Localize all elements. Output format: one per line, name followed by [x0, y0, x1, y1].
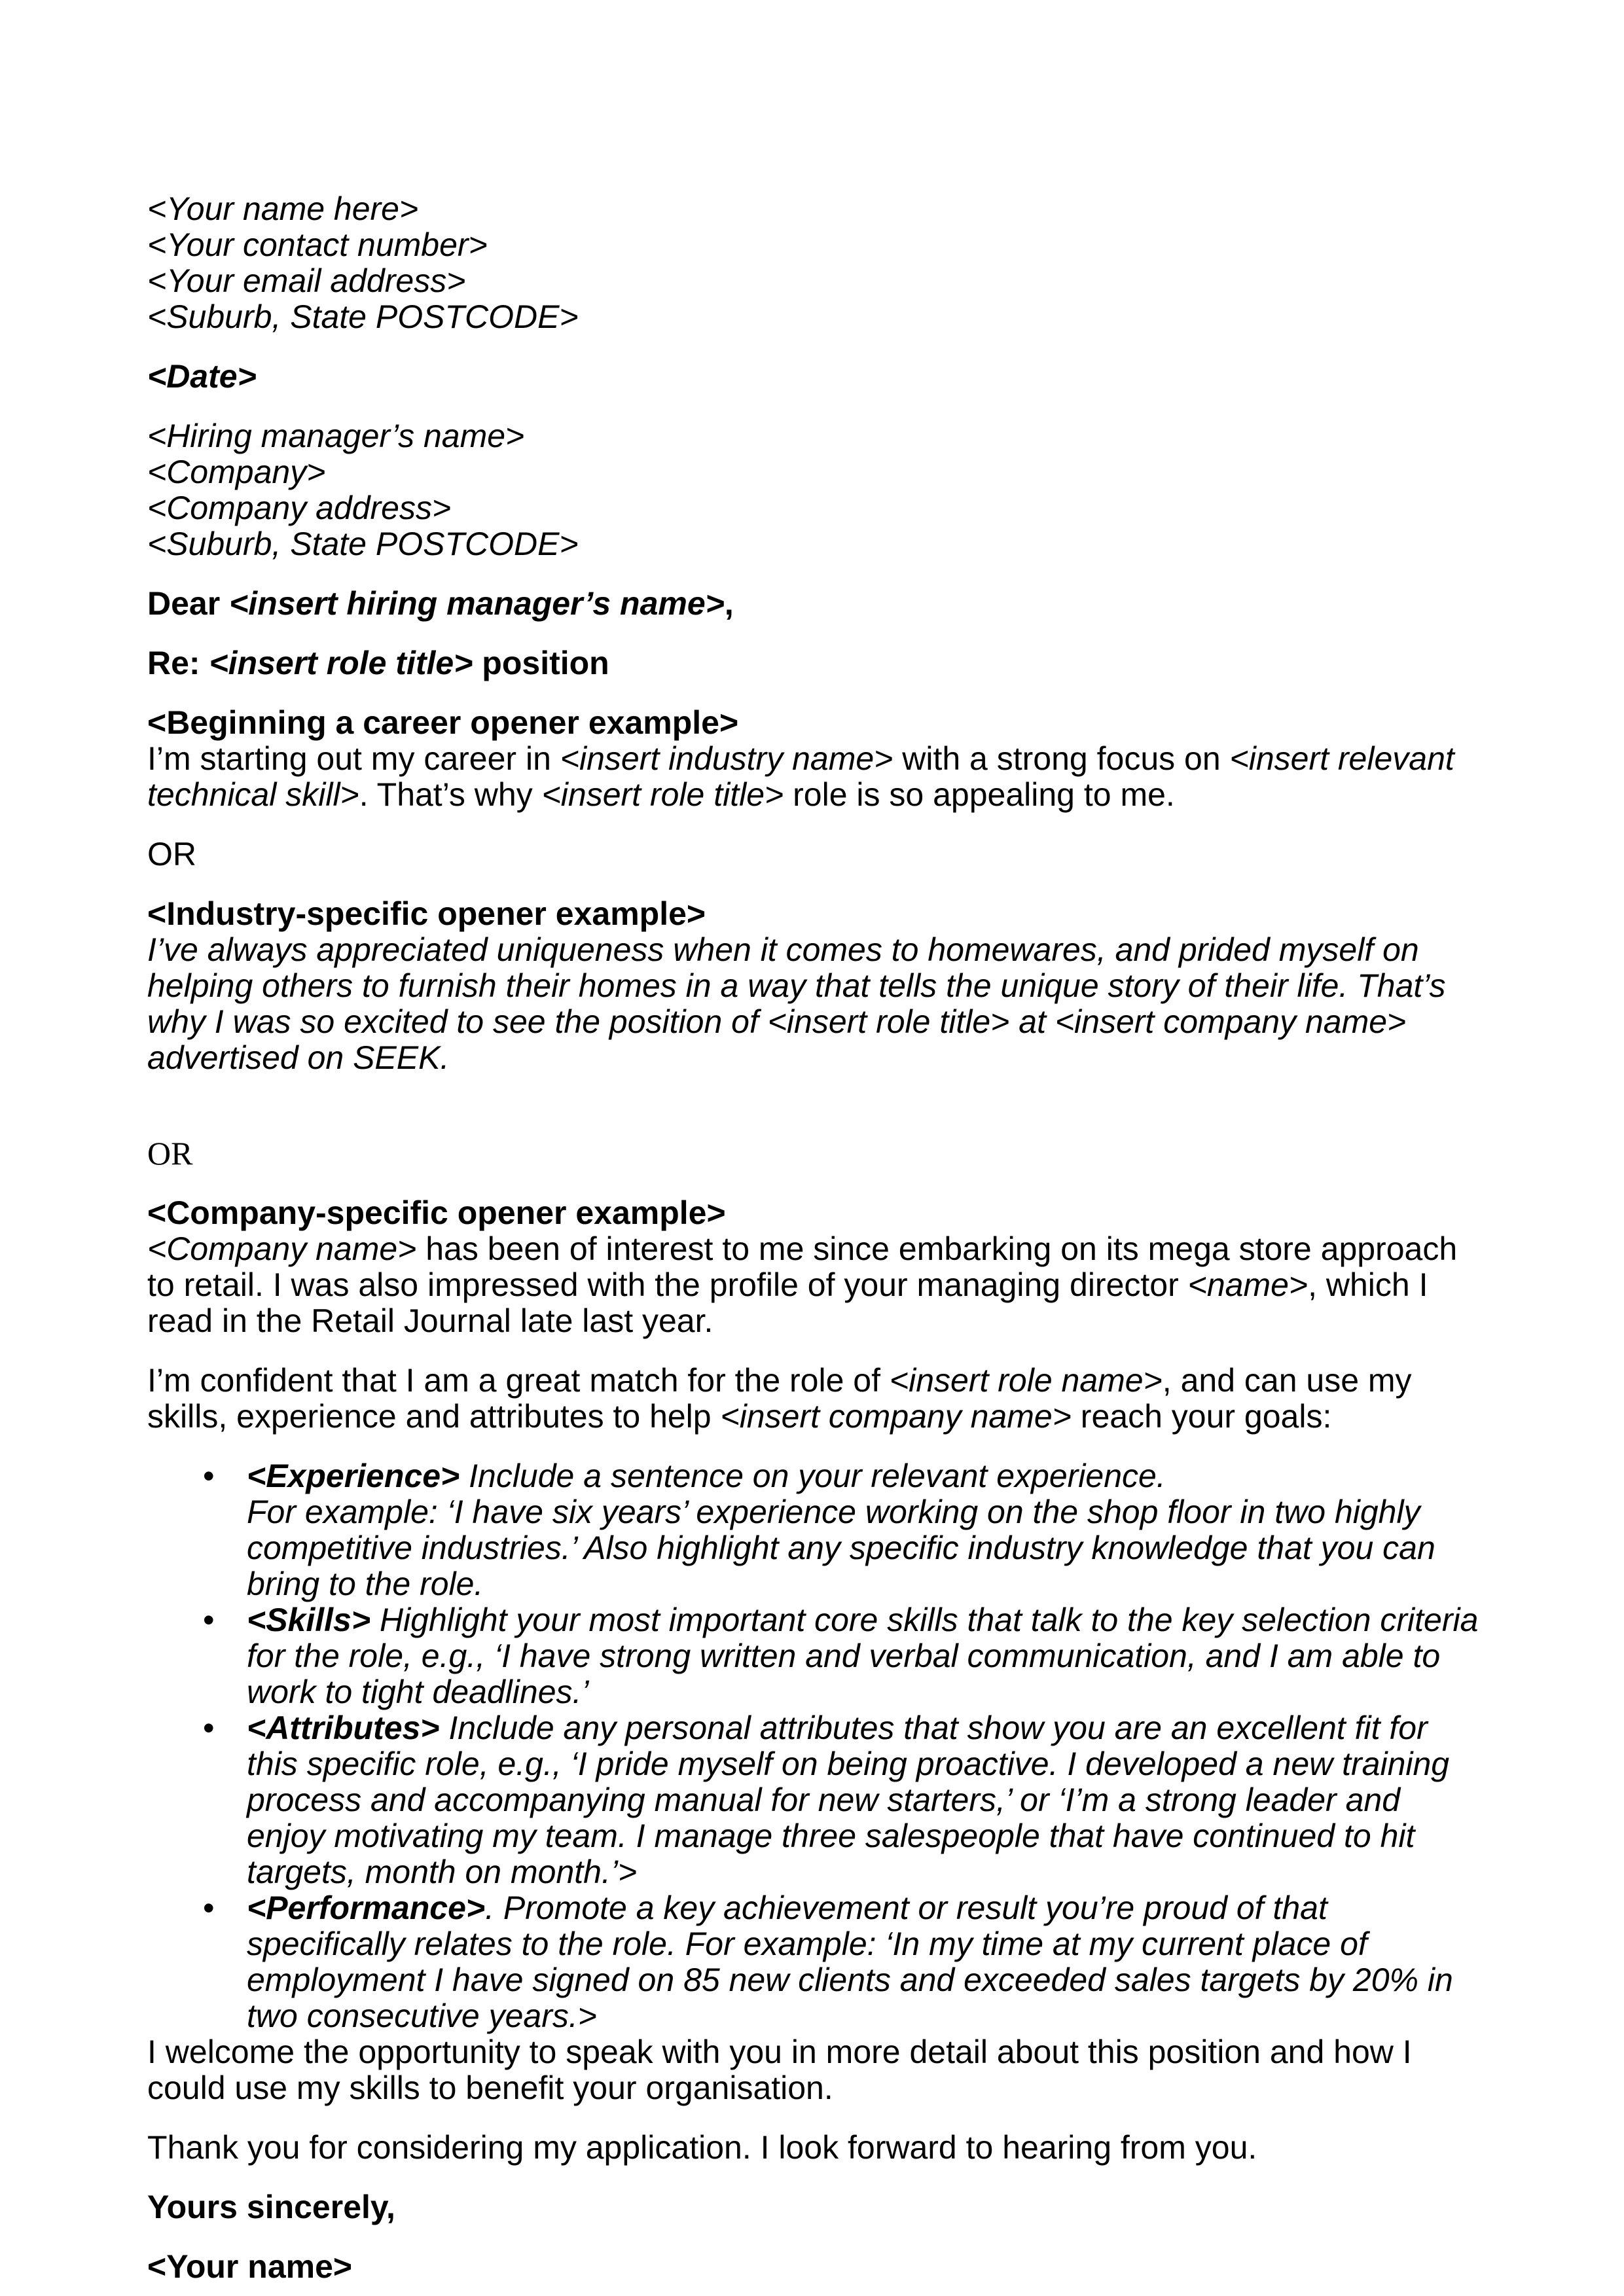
text-line — [147, 836, 1479, 872]
text-run: <insert role name> — [889, 1362, 1163, 1399]
text-run: Include any personal attributes that show you are an excellent fit for this specific role, e.g., ‘I pride myself on being proactive. I developed a new training process and accompanying manual for new starters,’ or ‘I’m a strong leader and enjoy motivating my team. I manage three salespeople that have continued to hit targets, month on month.’> — [247, 1710, 1450, 1890]
text-line — [147, 1136, 1479, 1172]
paragraph — [147, 1363, 1479, 1435]
text-run: <Performance> — [247, 1890, 486, 1926]
text-run: I welcome the opportunity to speak with you in more detail about this position and how I could use my skills to benefit your organisation. — [147, 2034, 1412, 2106]
text-run: Thank you for considering my application. I look forward to hearing from you. — [147, 2129, 1257, 2166]
text-run: , which I read in the Retail Journal late last year. — [147, 1266, 1428, 1339]
text-run: has been of interest to me since embarking on its mega store approach to retail. I was also impressed with the profile of your managing director — [147, 1230, 1458, 1303]
text-run: Dear — [147, 585, 230, 622]
text-run: <Beginning a career opener example> — [147, 704, 739, 741]
text-run: For example: ‘I have six years’ experience working on the shop floor in two highly competitive industries.’ Also highlight any specific industry knowledge that you can bring to the role. — [247, 1494, 1435, 1602]
text-run: OR — [147, 1135, 193, 1172]
text-run: Highlight your most important core skills that talk to the key selection criteria for the role, e.g., ‘I have strong written and verbal communication, and I am able to work to tight deadlines.’ — [247, 1602, 1479, 1710]
bullet-marker: • — [203, 1602, 215, 1638]
text-run: , and can use my skills, experience and attributes to help — [147, 1362, 1412, 1435]
text-line — [147, 227, 1479, 263]
text-run: <insert hiring manager’s name> — [229, 585, 725, 622]
text-line — [147, 705, 1479, 741]
text-run: <insert role title> — [209, 645, 473, 681]
text-line — [147, 1195, 1479, 1231]
paragraph — [147, 932, 1479, 1076]
text-line — [147, 299, 1479, 335]
text-run: <Date> — [147, 358, 257, 395]
text-run: advertised on SEEK. — [147, 1039, 450, 1076]
text-run: <Company> — [147, 454, 326, 490]
text-run: I’ve always appreciated uniqueness when it comes to homewares, and prided myself on helping others to furnish their homes in a way that tells the unique story of their life. That’s why I was so excited to see the position of — [147, 931, 1446, 1040]
text-run: OR — [147, 836, 196, 872]
text-line — [147, 418, 1479, 454]
text-run: <Suburb, State POSTCODE> — [147, 526, 579, 562]
text-run: reach your goals: — [1071, 1398, 1332, 1435]
bullet-item — [147, 1710, 1479, 1890]
paragraph — [147, 741, 1479, 813]
blank-line — [147, 1100, 1479, 1136]
text-run: role is so appealing to me. — [784, 776, 1175, 813]
bullet-list — [147, 1458, 1479, 2034]
text-run: , — [724, 585, 734, 622]
bullet-item — [147, 1602, 1479, 1710]
text-line — [147, 645, 1479, 681]
text-run: <insert role title> — [541, 776, 784, 813]
text-run: <Your contact number> — [147, 226, 488, 263]
bullet-marker: • — [203, 1710, 215, 1746]
text-run: <Hiring manager’s name> — [147, 418, 525, 454]
text-line — [147, 896, 1479, 932]
text-line — [147, 454, 1479, 490]
text-run: Yours sincerely, — [147, 2189, 395, 2225]
text-run: <Your name> — [147, 2248, 353, 2285]
text-run: <insert relevant technical skill> — [147, 740, 1454, 813]
text-run: Re: — [147, 645, 209, 681]
text-line — [147, 490, 1479, 526]
text-run: <Experience> — [247, 1458, 460, 1494]
text-run: . That’s why — [359, 776, 542, 813]
text-run: position — [473, 645, 609, 681]
text-run: <name> — [1187, 1266, 1308, 1303]
text-run: with a strong focus on — [893, 740, 1230, 777]
text-run: I’m confident that I am a great match for the role of — [147, 1362, 890, 1399]
text-run: <Your email address> — [147, 262, 466, 299]
text-line — [147, 2189, 1479, 2225]
text-run: <Suburb, State POSTCODE> — [147, 298, 579, 335]
text-line — [147, 2249, 1479, 2285]
text-line — [147, 586, 1479, 622]
bullet-item — [147, 1890, 1479, 2034]
bullet-marker: • — [203, 1890, 215, 1926]
text-run: Include a sentence on your relevant experience. — [460, 1458, 1166, 1494]
text-line — [147, 191, 1479, 227]
text-run: <insert role title> — [767, 1003, 1010, 1040]
text-run: I’m starting out my career in — [147, 740, 560, 777]
text-run: . Promote a key achievement or result you’re proud of that specifically relates to the role. For example: ‘In my time at my current place of employment I have signed on 85 new clients and exceeded sales targets by 20% in two consecutive years.> — [247, 1890, 1453, 2034]
text-run: at — [1009, 1003, 1055, 1040]
text-line — [147, 263, 1479, 299]
text-run: <Skills> — [247, 1602, 371, 1638]
text-run: <Your name here> — [147, 190, 419, 227]
text-line — [147, 359, 1479, 395]
text-run: <insert industry name> — [560, 740, 893, 777]
text-run: <Company address> — [147, 490, 452, 526]
text-run: <Industry-specific opener example> — [147, 895, 706, 932]
text-run: <Attributes> — [247, 1710, 440, 1746]
paragraph — [147, 2034, 1479, 2106]
text-run: <Company name> — [147, 1230, 417, 1267]
text-run: <insert company name> — [720, 1398, 1072, 1435]
text-line — [147, 526, 1479, 562]
bullet-marker: • — [203, 1458, 215, 1494]
paragraph — [147, 2130, 1479, 2166]
text-run: <insert company name> — [1055, 1003, 1407, 1040]
bullet-item — [147, 1458, 1479, 1602]
paragraph — [147, 1231, 1479, 1339]
text-run: <Company-specific opener example> — [147, 1194, 726, 1231]
